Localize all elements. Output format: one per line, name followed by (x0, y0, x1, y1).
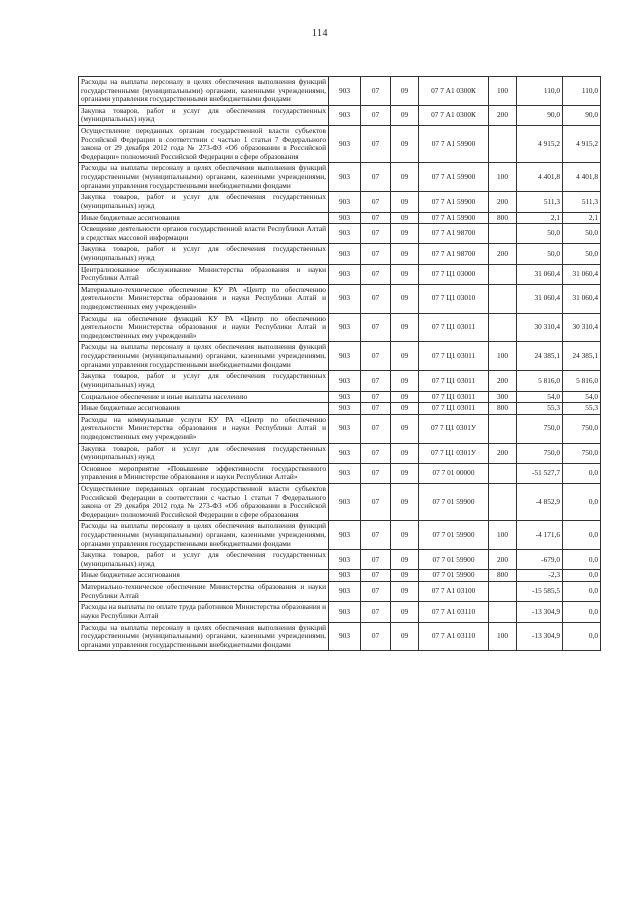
section-code-cell: 07 (361, 414, 391, 443)
page-number: 114 (311, 28, 329, 39)
subsection-code-cell: 09 (391, 342, 419, 371)
amount-second-cell: 31 060,4 (563, 264, 601, 284)
target-article-cell: 07 7 А1 03110 (419, 622, 489, 651)
amount-first-cell: 90,0 (517, 105, 563, 125)
table-row (79, 77, 601, 106)
section-code-cell: 07 (361, 391, 391, 403)
ministry-code-cell: 903 (329, 244, 361, 264)
amount-second-cell: 4 915,2 (563, 126, 601, 163)
section-code-cell: 07 (361, 126, 391, 163)
expense-type-cell: 200 (489, 550, 517, 570)
amount-second-cell: 0,0 (563, 463, 601, 483)
table-row (79, 403, 601, 415)
expense-name-cell: Расходы на выплаты персоналу в целях обеспечения выполнения функций государственными (муниципальными) органами, казенными учреждениями, органами управления государственными внебюджетными фондами (79, 622, 329, 651)
section-code-cell: 07 (361, 582, 391, 602)
subsection-code-cell: 09 (391, 244, 419, 264)
subsection-code-cell: 09 (391, 602, 419, 622)
expense-name-cell: Осуществление переданных органам государственной власти субъектов Российской Федерации в соответствии с частью 1 статьи 7 Федерального закона от 29 декабря 2012 года № 273-ФЗ «Об образовании в Российской Федерации» полномочий Российской Федерации в сфере образования (79, 483, 329, 520)
expense-type-cell (489, 284, 517, 313)
section-code-cell: 07 (361, 622, 391, 651)
subsection-code-cell: 09 (391, 313, 419, 342)
amount-second-cell: 50,0 (563, 224, 601, 244)
amount-first-cell: 31 060,4 (517, 264, 563, 284)
expense-type-cell: 200 (489, 244, 517, 264)
table-row (79, 126, 601, 163)
table-row (79, 264, 601, 284)
target-article-cell: 07 7 Ц1 0301У (419, 443, 489, 463)
expense-name-cell: Расходы на выплаты по оплате труда работников Министерства образования и науки Республики Алтай (79, 602, 329, 622)
expense-type-cell (489, 582, 517, 602)
ministry-code-cell: 903 (329, 224, 361, 244)
amount-second-cell: 30 310,4 (563, 313, 601, 342)
target-article-cell: 07 7 А1 59900 (419, 126, 489, 163)
amount-second-cell: 750,0 (563, 443, 601, 463)
target-article-cell: 07 7 А1 03110 (419, 602, 489, 622)
amount-first-cell: -4 852,9 (517, 483, 563, 520)
ministry-code-cell: 903 (329, 163, 361, 192)
amount-first-cell: 110,0 (517, 77, 563, 106)
target-article-cell: 07 7 Ц1 0301У (419, 414, 489, 443)
expense-type-cell (489, 483, 517, 520)
amount-second-cell: 0,0 (563, 483, 601, 520)
amount-first-cell: 50,0 (517, 244, 563, 264)
amount-first-cell: 5 816,0 (517, 371, 563, 391)
expense-type-cell (489, 414, 517, 443)
expense-type-cell (489, 126, 517, 163)
expense-name-cell: Основное мероприятие «Повышение эффективности государственного управления в Министерстве образования и науки Республики Алтай» (79, 463, 329, 483)
expense-type-cell: 200 (489, 105, 517, 125)
expense-name-cell: Иные бюджетные ассигнования (79, 403, 329, 415)
expense-name-cell: Материально-техническое обеспечение КУ РА «Центр по обеспечению деятельности Министерства образования и науки Республики Алтай и подведомственных ему учреждений» (79, 284, 329, 313)
expense-type-cell (489, 602, 517, 622)
expense-type-cell: 100 (489, 163, 517, 192)
table-row (79, 212, 601, 224)
expense-type-cell (489, 463, 517, 483)
expense-name-cell: Материально-техническое обеспечение Министерства образования и науки Республики Алтай (79, 582, 329, 602)
expense-name-cell: Расходы на выплаты персоналу в целях обеспечения выполнения функций государственными (муниципальными) органами, казенными учреждениями, органами управления государственными внебюджетными фондами (79, 163, 329, 192)
expense-type-cell: 200 (489, 192, 517, 212)
ministry-code-cell: 903 (329, 284, 361, 313)
subsection-code-cell: 09 (391, 163, 419, 192)
table-row (79, 313, 601, 342)
section-code-cell: 07 (361, 212, 391, 224)
amount-first-cell: 55,3 (517, 403, 563, 415)
expense-type-cell: 100 (489, 521, 517, 550)
amount-first-cell: 24 385,1 (517, 342, 563, 371)
subsection-code-cell: 09 (391, 570, 419, 582)
table-row (79, 371, 601, 391)
subsection-code-cell: 09 (391, 126, 419, 163)
ministry-code-cell: 903 (329, 371, 361, 391)
ministry-code-cell: 903 (329, 443, 361, 463)
target-article-cell: 07 7 Ц1 03000 (419, 264, 489, 284)
target-article-cell: 07 7 01 59900 (419, 521, 489, 550)
ministry-code-cell: 903 (329, 622, 361, 651)
target-article-cell: 07 7 А1 0300К (419, 77, 489, 106)
subsection-code-cell: 09 (391, 550, 419, 570)
subsection-code-cell: 09 (391, 521, 419, 550)
amount-first-cell: -15 585,5 (517, 582, 563, 602)
subsection-code-cell: 09 (391, 622, 419, 651)
subsection-code-cell: 09 (391, 264, 419, 284)
target-article-cell: 07 7 А1 98700 (419, 244, 489, 264)
amount-second-cell: 0,0 (563, 521, 601, 550)
subsection-code-cell: 09 (391, 443, 419, 463)
ministry-code-cell: 903 (329, 521, 361, 550)
section-code-cell: 07 (361, 602, 391, 622)
amount-first-cell: 750,0 (517, 443, 563, 463)
section-code-cell: 07 (361, 550, 391, 570)
section-code-cell: 07 (361, 244, 391, 264)
ministry-code-cell: 903 (329, 192, 361, 212)
table-row (79, 570, 601, 582)
amount-second-cell: 31 060,4 (563, 284, 601, 313)
target-article-cell: 07 7 А1 0300К (419, 105, 489, 125)
expense-name-cell: Закупка товаров, работ и услуг для обеспечения государственных (муниципальных) нужд (79, 443, 329, 463)
amount-first-cell: 54,0 (517, 391, 563, 403)
target-article-cell: 07 7 Ц1 03010 (419, 284, 489, 313)
table-row (79, 284, 601, 313)
table-row (79, 550, 601, 570)
expense-type-cell (489, 313, 517, 342)
expense-name-cell: Расходы на выплаты персоналу в целях обеспечения выполнения функций государственными (муниципальными) органами, казенными учреждениями, органами управления государственными внебюджетными фондами (79, 342, 329, 371)
section-code-cell: 07 (361, 521, 391, 550)
amount-first-cell: 4 401,8 (517, 163, 563, 192)
amount-second-cell: 0,0 (563, 602, 601, 622)
table-row (79, 622, 601, 651)
amount-first-cell: 31 060,4 (517, 284, 563, 313)
section-code-cell: 07 (361, 403, 391, 415)
amount-second-cell: 511,3 (563, 192, 601, 212)
subsection-code-cell: 09 (391, 224, 419, 244)
target-article-cell: 07 7 01 59900 (419, 550, 489, 570)
amount-second-cell: 55,3 (563, 403, 601, 415)
expense-type-cell: 800 (489, 212, 517, 224)
amount-first-cell: -4 171,6 (517, 521, 563, 550)
section-code-cell: 07 (361, 342, 391, 371)
subsection-code-cell: 09 (391, 105, 419, 125)
subsection-code-cell: 09 (391, 403, 419, 415)
table-row (79, 192, 601, 212)
expense-type-cell: 800 (489, 403, 517, 415)
target-article-cell: 07 7 Ц1 03011 (419, 342, 489, 371)
subsection-code-cell: 09 (391, 391, 419, 403)
section-code-cell: 07 (361, 570, 391, 582)
ministry-code-cell: 903 (329, 602, 361, 622)
ministry-code-cell: 903 (329, 550, 361, 570)
ministry-code-cell: 903 (329, 342, 361, 371)
ministry-code-cell: 903 (329, 463, 361, 483)
table-row (79, 414, 601, 443)
ministry-code-cell: 903 (329, 77, 361, 106)
amount-second-cell: 90,0 (563, 105, 601, 125)
section-code-cell: 07 (361, 313, 391, 342)
target-article-cell: 07 7 Ц1 03011 (419, 391, 489, 403)
amount-first-cell: -679,0 (517, 550, 563, 570)
ministry-code-cell: 903 (329, 582, 361, 602)
expense-name-cell: Расходы на выплаты персоналу в целях обеспечения выполнения функций государственными (муниципальными) органами, казенными учреждениями, органами управления государственными внебюджетными фондами (79, 521, 329, 550)
subsection-code-cell: 09 (391, 192, 419, 212)
table-row (79, 582, 601, 602)
expense-name-cell: Освещение деятельности органов государственной власти Республики Алтай в средствах массовой информации (79, 224, 329, 244)
amount-second-cell: 50,0 (563, 244, 601, 264)
ministry-code-cell: 903 (329, 212, 361, 224)
section-code-cell: 07 (361, 264, 391, 284)
subsection-code-cell: 09 (391, 463, 419, 483)
table-row (79, 602, 601, 622)
target-article-cell: 07 7 01 59900 (419, 570, 489, 582)
amount-first-cell: 2,1 (517, 212, 563, 224)
table-row (79, 342, 601, 371)
expense-name-cell: Иные бюджетные ассигнования (79, 212, 329, 224)
target-article-cell: 07 7 А1 59900 (419, 212, 489, 224)
amount-second-cell: 110,0 (563, 77, 601, 106)
expense-name-cell: Расходы на выплаты персоналу в целях обеспечения выполнения функций государственными (муниципальными) органами, казенными учреждениями, органами управления государственными внебюджетными фондами (79, 77, 329, 106)
amount-second-cell: 750,0 (563, 414, 601, 443)
amount-first-cell: 511,3 (517, 192, 563, 212)
subsection-code-cell: 09 (391, 371, 419, 391)
amount-first-cell: 30 310,4 (517, 313, 563, 342)
budget-table-body (79, 77, 601, 651)
amount-second-cell: 4 401,8 (563, 163, 601, 192)
table-row (79, 244, 601, 264)
table-row (79, 105, 601, 125)
subsection-code-cell: 09 (391, 582, 419, 602)
section-code-cell: 07 (361, 77, 391, 106)
amount-second-cell: 2,1 (563, 212, 601, 224)
amount-second-cell: 0,0 (563, 582, 601, 602)
amount-second-cell: 0,0 (563, 570, 601, 582)
amount-first-cell: 750,0 (517, 414, 563, 443)
expense-name-cell: Расходы на коммунальные услуги КУ РА «Центр по обеспечению деятельности Министерства образования и науки Республики Алтай и подведомственных ему учреждений» (79, 414, 329, 443)
section-code-cell: 07 (361, 371, 391, 391)
section-code-cell: 07 (361, 192, 391, 212)
target-article-cell: 07 7 А1 98700 (419, 224, 489, 244)
target-article-cell: 07 7 01 59900 (419, 483, 489, 520)
expense-name-cell: Централизованное обслуживание Министерства образования и науки Республики Алтай (79, 264, 329, 284)
expense-type-cell: 200 (489, 443, 517, 463)
target-article-cell: 07 7 А1 59900 (419, 192, 489, 212)
table-row (79, 224, 601, 244)
ministry-code-cell: 903 (329, 403, 361, 415)
amount-first-cell: -13 304,9 (517, 622, 563, 651)
ministry-code-cell: 903 (329, 264, 361, 284)
section-code-cell: 07 (361, 463, 391, 483)
expense-type-cell: 100 (489, 342, 517, 371)
section-code-cell: 07 (361, 284, 391, 313)
amount-first-cell: -2,3 (517, 570, 563, 582)
amount-first-cell: 50,0 (517, 224, 563, 244)
expense-name-cell: Социальное обеспечение и иные выплаты населению (79, 391, 329, 403)
table-row (79, 391, 601, 403)
expense-name-cell: Закупка товаров, работ и услуг для обеспечения государственных (муниципальных) нужд (79, 244, 329, 264)
subsection-code-cell: 09 (391, 483, 419, 520)
ministry-code-cell: 903 (329, 105, 361, 125)
amount-second-cell: 5 816,0 (563, 371, 601, 391)
amount-first-cell: -13 304,9 (517, 602, 563, 622)
table-row (79, 443, 601, 463)
expense-type-cell (489, 264, 517, 284)
ministry-code-cell: 903 (329, 126, 361, 163)
section-code-cell: 07 (361, 443, 391, 463)
section-code-cell: 07 (361, 224, 391, 244)
expense-type-cell: 200 (489, 371, 517, 391)
expense-type-cell (489, 224, 517, 244)
expense-name-cell: Закупка товаров, работ и услуг для обеспечения государственных (муниципальных) нужд (79, 550, 329, 570)
expense-name-cell: Расходы на обеспечение функций КУ РА «Центр по обеспечению деятельности Министерства образования и науки Республики Алтай и подведомственных ему учреждений» (79, 313, 329, 342)
target-article-cell: 07 7 А1 59900 (419, 163, 489, 192)
subsection-code-cell: 09 (391, 284, 419, 313)
expense-name-cell: Иные бюджетные ассигнования (79, 570, 329, 582)
ministry-code-cell: 903 (329, 483, 361, 520)
ministry-code-cell: 903 (329, 414, 361, 443)
target-article-cell: 07 7 Ц1 03011 (419, 313, 489, 342)
table-row (79, 483, 601, 520)
target-article-cell: 07 7 Ц1 03011 (419, 403, 489, 415)
amount-second-cell: 24 385,1 (563, 342, 601, 371)
expense-name-cell: Закупка товаров, работ и услуг для обеспечения государственных (муниципальных) нужд (79, 105, 329, 125)
subsection-code-cell: 09 (391, 414, 419, 443)
ministry-code-cell: 903 (329, 313, 361, 342)
target-article-cell: 07 7 01 00000 (419, 463, 489, 483)
expense-name-cell: Осуществление переданных органам государственной власти субъектов Российской Федерации в соответствии с частью 1 статьи 7 Федерального закона от 29 декабря 2012 года № 273-ФЗ «Об образовании в Российской Федерации» полномочий Российской Федерации в сфере образования (79, 126, 329, 163)
ministry-code-cell: 903 (329, 391, 361, 403)
section-code-cell: 07 (361, 105, 391, 125)
expense-type-cell: 100 (489, 77, 517, 106)
expense-type-cell: 800 (489, 570, 517, 582)
table-row (79, 463, 601, 483)
expense-type-cell: 300 (489, 391, 517, 403)
target-article-cell: 07 7 А1 03100 (419, 582, 489, 602)
expense-name-cell: Закупка товаров, работ и услуг для обеспечения государственных (муниципальных) нужд (79, 192, 329, 212)
budget-table (78, 76, 601, 651)
amount-first-cell: 4 915,2 (517, 126, 563, 163)
amount-second-cell: 54,0 (563, 391, 601, 403)
section-code-cell: 07 (361, 483, 391, 520)
table-row (79, 521, 601, 550)
table-row (79, 163, 601, 192)
amount-second-cell: 0,0 (563, 622, 601, 651)
target-article-cell: 07 7 Ц1 03011 (419, 371, 489, 391)
expense-name-cell: Закупка товаров, работ и услуг для обеспечения государственных (муниципальных) нужд (79, 371, 329, 391)
amount-first-cell: -51 527,7 (517, 463, 563, 483)
subsection-code-cell: 09 (391, 212, 419, 224)
section-code-cell: 07 (361, 163, 391, 192)
ministry-code-cell: 903 (329, 570, 361, 582)
subsection-code-cell: 09 (391, 77, 419, 106)
expense-type-cell: 100 (489, 622, 517, 651)
amount-second-cell: 0,0 (563, 550, 601, 570)
